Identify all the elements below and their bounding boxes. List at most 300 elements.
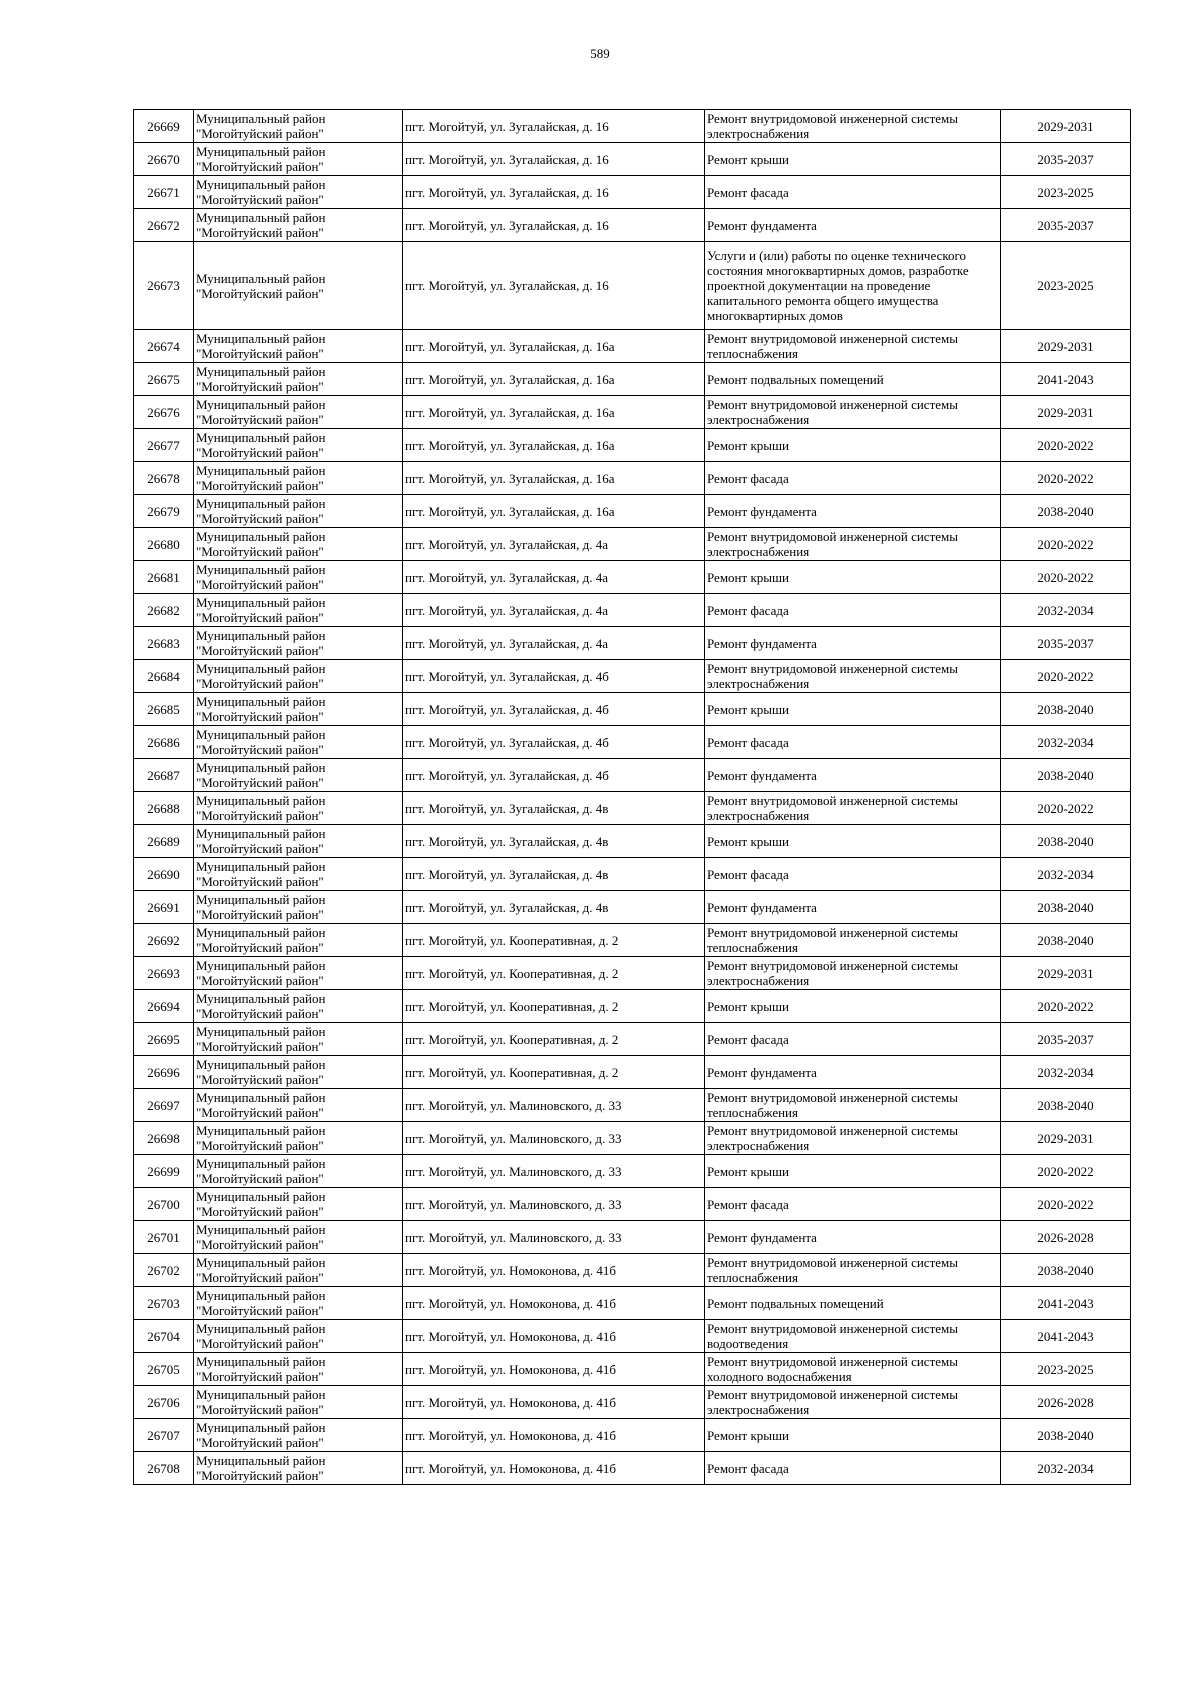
table-row <box>134 1287 1131 1320</box>
work-type-cell: Ремонт фундамента <box>705 495 1001 528</box>
row-number: 26695 <box>134 1023 194 1056</box>
period-cell: 2026-2028 <box>1001 1221 1131 1254</box>
table-row <box>134 693 1131 726</box>
period-cell: 2020-2022 <box>1001 660 1131 693</box>
period-cell: 2038-2040 <box>1001 891 1131 924</box>
municipality-type: Муниципальный район <box>196 1288 326 1303</box>
municipality-cell <box>194 825 403 858</box>
address-cell: пгт. Могойтуй, ул. Зугалайская, д. 4в <box>403 891 705 924</box>
municipality-type: Муниципальный район <box>196 859 326 874</box>
municipality-name: "Могойтуйский район" <box>196 1171 324 1186</box>
municipality-cell <box>194 1089 403 1122</box>
work-type-cell: Ремонт фасада <box>705 726 1001 759</box>
period-cell: 2029-2031 <box>1001 330 1131 363</box>
row-number: 26705 <box>134 1353 194 1386</box>
address-cell: пгт. Могойтуй, ул. Зугалайская, д. 4в <box>403 792 705 825</box>
address-cell: пгт. Могойтуй, ул. Зугалайская, д. 16 <box>403 143 705 176</box>
row-number: 26671 <box>134 176 194 209</box>
period-cell: 2032-2034 <box>1001 1452 1131 1485</box>
municipality-name: "Могойтуйский район" <box>196 1435 324 1450</box>
table-row <box>134 990 1131 1023</box>
municipality-cell <box>194 363 403 396</box>
address-cell: пгт. Могойтуй, ул. Зугалайская, д. 4а <box>403 594 705 627</box>
municipality-type: Муниципальный район <box>196 925 326 940</box>
municipality-type: Муниципальный район <box>196 1189 326 1204</box>
municipality-name: "Могойтуйский район" <box>196 1369 324 1384</box>
municipality-name: "Могойтуйский район" <box>196 1336 324 1351</box>
address-cell: пгт. Могойтуй, ул. Зугалайская, д. 16 <box>403 242 705 330</box>
table-row <box>134 429 1131 462</box>
municipality-name: "Могойтуйский район" <box>196 126 324 141</box>
municipality-name: "Могойтуйский район" <box>196 1072 324 1087</box>
work-type-cell: Ремонт крыши <box>705 693 1001 726</box>
municipality-name: "Могойтуйский район" <box>196 1270 324 1285</box>
row-number: 26670 <box>134 143 194 176</box>
municipality-type: Муниципальный район <box>196 111 326 126</box>
period-cell: 2023-2025 <box>1001 1353 1131 1386</box>
address-cell: пгт. Могойтуй, ул. Зугалайская, д. 4б <box>403 660 705 693</box>
municipality-type: Муниципальный район <box>196 694 326 709</box>
work-type-cell: Ремонт крыши <box>705 1419 1001 1452</box>
address-cell: пгт. Могойтуй, ул. Кооперативная, д. 2 <box>403 1023 705 1056</box>
table-row <box>134 1452 1131 1485</box>
address-cell: пгт. Могойтуй, ул. Номоконова, д. 41б <box>403 1386 705 1419</box>
work-type-cell: Ремонт фасада <box>705 594 1001 627</box>
table-row <box>134 110 1131 143</box>
work-type-cell: Ремонт внутридомовой инженерной системы электроснабжения <box>705 396 1001 429</box>
municipality-name: "Могойтуйский район" <box>196 1237 324 1252</box>
municipality-type: Муниципальный район <box>196 826 326 841</box>
municipality-type: Муниципальный район <box>196 661 326 676</box>
table-row <box>134 1056 1131 1089</box>
table-row <box>134 1155 1131 1188</box>
municipality-type: Муниципальный район <box>196 562 326 577</box>
work-type-cell: Ремонт фасада <box>705 462 1001 495</box>
address-cell: пгт. Могойтуй, ул. Зугалайская, д. 4в <box>403 858 705 891</box>
municipality-cell <box>194 209 403 242</box>
municipality-cell <box>194 891 403 924</box>
period-cell: 2041-2043 <box>1001 363 1131 396</box>
municipality-cell <box>194 1287 403 1320</box>
municipality-type: Муниципальный район <box>196 331 326 346</box>
table-row <box>134 209 1131 242</box>
work-type-cell: Ремонт внутридомовой инженерной системы электроснабжения <box>705 1386 1001 1419</box>
municipality-type: Муниципальный район <box>196 210 326 225</box>
municipality-type: Муниципальный район <box>196 1255 326 1270</box>
row-number: 26708 <box>134 1452 194 1485</box>
municipality-cell <box>194 726 403 759</box>
work-type-cell: Ремонт фасада <box>705 1452 1001 1485</box>
table-row <box>134 627 1131 660</box>
address-cell: пгт. Могойтуй, ул. Малиновского, д. 33 <box>403 1089 705 1122</box>
work-type-cell: Ремонт фундамента <box>705 891 1001 924</box>
municipality-name: "Могойтуйский район" <box>196 775 324 790</box>
period-cell: 2038-2040 <box>1001 759 1131 792</box>
work-type-cell: Ремонт фасада <box>705 176 1001 209</box>
period-cell: 2038-2040 <box>1001 1419 1131 1452</box>
municipality-cell <box>194 924 403 957</box>
address-cell: пгт. Могойтуй, ул. Номоконова, д. 41б <box>403 1287 705 1320</box>
municipality-type: Муниципальный район <box>196 496 326 511</box>
period-cell: 2029-2031 <box>1001 957 1131 990</box>
table-row <box>134 1353 1131 1386</box>
municipality-cell <box>194 1353 403 1386</box>
row-number: 26701 <box>134 1221 194 1254</box>
municipality-type: Муниципальный район <box>196 1420 326 1435</box>
municipality-type: Муниципальный район <box>196 892 326 907</box>
period-cell: 2038-2040 <box>1001 825 1131 858</box>
work-type-cell: Ремонт внутридомовой инженерной системы электроснабжения <box>705 792 1001 825</box>
municipality-type: Муниципальный район <box>196 1057 326 1072</box>
work-type-cell: Ремонт фасада <box>705 858 1001 891</box>
municipality-cell <box>194 330 403 363</box>
row-number: 26679 <box>134 495 194 528</box>
municipality-type: Муниципальный район <box>196 1453 326 1468</box>
municipality-name: "Могойтуйский район" <box>196 940 324 955</box>
row-number: 26689 <box>134 825 194 858</box>
table-row <box>134 759 1131 792</box>
address-cell: пгт. Могойтуй, ул. Малиновского, д. 33 <box>403 1188 705 1221</box>
row-number: 26680 <box>134 528 194 561</box>
row-number: 26681 <box>134 561 194 594</box>
work-type-cell: Ремонт внутридомовой инженерной системы электроснабжения <box>705 957 1001 990</box>
municipality-name: "Могойтуйский район" <box>196 412 324 427</box>
municipality-type: Муниципальный район <box>196 1387 326 1402</box>
table-row <box>134 858 1131 891</box>
period-cell: 2032-2034 <box>1001 594 1131 627</box>
municipality-type: Муниципальный район <box>196 144 326 159</box>
municipality-cell <box>194 462 403 495</box>
municipality-type: Муниципальный район <box>196 529 326 544</box>
table-row <box>134 1320 1131 1353</box>
address-cell: пгт. Могойтуй, ул. Зугалайская, д. 4а <box>403 528 705 561</box>
period-cell: 2032-2034 <box>1001 726 1131 759</box>
municipality-type: Муниципальный район <box>196 1222 326 1237</box>
municipality-type: Муниципальный район <box>196 760 326 775</box>
municipality-name: "Могойтуйский район" <box>196 973 324 988</box>
work-type-cell: Услуги и (или) работы по оценке технического состояния многоквартирных домов, разработке проектной документации на проведение капитального ремонта общего имущества многоквартирных домов <box>705 242 1001 330</box>
table-row <box>134 660 1131 693</box>
work-type-cell: Ремонт фундамента <box>705 1221 1001 1254</box>
municipality-name: "Могойтуйский район" <box>196 1303 324 1318</box>
municipality-type: Муниципальный район <box>196 1024 326 1039</box>
period-cell: 2026-2028 <box>1001 1386 1131 1419</box>
period-cell: 2038-2040 <box>1001 1089 1131 1122</box>
municipality-type: Муниципальный район <box>196 991 326 1006</box>
municipality-cell <box>194 1320 403 1353</box>
address-cell: пгт. Могойтуй, ул. Зугалайская, д. 16а <box>403 330 705 363</box>
table-row <box>134 726 1131 759</box>
work-type-cell: Ремонт внутридомовой инженерной системы теплоснабжения <box>705 330 1001 363</box>
municipality-cell <box>194 561 403 594</box>
period-cell: 2020-2022 <box>1001 1155 1131 1188</box>
repair-schedule-table <box>133 109 1131 1485</box>
row-number: 26704 <box>134 1320 194 1353</box>
municipality-name: "Могойтуйский район" <box>196 544 324 559</box>
work-type-cell: Ремонт внутридомовой инженерной системы теплоснабжения <box>705 1089 1001 1122</box>
work-type-cell: Ремонт крыши <box>705 143 1001 176</box>
work-type-cell: Ремонт внутридомовой инженерной системы теплоснабжения <box>705 1254 1001 1287</box>
address-cell: пгт. Могойтуй, ул. Малиновского, д. 33 <box>403 1155 705 1188</box>
work-type-cell: Ремонт внутридомовой инженерной системы электроснабжения <box>705 660 1001 693</box>
municipality-name: "Могойтуйский район" <box>196 478 324 493</box>
table-row <box>134 495 1131 528</box>
municipality-cell <box>194 693 403 726</box>
municipality-cell <box>194 1452 403 1485</box>
period-cell: 2038-2040 <box>1001 495 1131 528</box>
municipality-name: "Могойтуйский район" <box>196 1204 324 1219</box>
row-number: 26694 <box>134 990 194 1023</box>
work-type-cell: Ремонт крыши <box>705 429 1001 462</box>
row-number: 26673 <box>134 242 194 330</box>
period-cell: 2038-2040 <box>1001 693 1131 726</box>
row-number: 26691 <box>134 891 194 924</box>
municipality-cell <box>194 1056 403 1089</box>
municipality-cell <box>194 110 403 143</box>
period-cell: 2035-2037 <box>1001 143 1131 176</box>
period-cell: 2020-2022 <box>1001 561 1131 594</box>
table-body <box>134 110 1131 1485</box>
row-number: 26707 <box>134 1419 194 1452</box>
address-cell: пгт. Могойтуй, ул. Зугалайская, д. 4б <box>403 726 705 759</box>
municipality-cell <box>194 1221 403 1254</box>
period-cell: 2023-2025 <box>1001 176 1131 209</box>
row-number: 26675 <box>134 363 194 396</box>
municipality-name: "Могойтуйский район" <box>196 808 324 823</box>
row-number: 26676 <box>134 396 194 429</box>
address-cell: пгт. Могойтуй, ул. Зугалайская, д. 16а <box>403 462 705 495</box>
row-number: 26674 <box>134 330 194 363</box>
municipality-type: Муниципальный район <box>196 430 326 445</box>
row-number: 26698 <box>134 1122 194 1155</box>
municipality-name: "Могойтуйский район" <box>196 225 324 240</box>
municipality-cell <box>194 792 403 825</box>
municipality-name: "Могойтуйский район" <box>196 610 324 625</box>
row-number: 26687 <box>134 759 194 792</box>
row-number: 26697 <box>134 1089 194 1122</box>
work-type-cell: Ремонт крыши <box>705 825 1001 858</box>
address-cell: пгт. Могойтуй, ул. Номоконова, д. 41б <box>403 1353 705 1386</box>
table-row <box>134 1386 1131 1419</box>
address-cell: пгт. Могойтуй, ул. Зугалайская, д. 4а <box>403 627 705 660</box>
row-number: 26693 <box>134 957 194 990</box>
period-cell: 2020-2022 <box>1001 429 1131 462</box>
period-cell: 2020-2022 <box>1001 990 1131 1023</box>
municipality-type: Муниципальный район <box>196 727 326 742</box>
municipality-cell <box>194 1155 403 1188</box>
municipality-cell <box>194 143 403 176</box>
table-row <box>134 1122 1131 1155</box>
table-row <box>134 330 1131 363</box>
period-cell: 2020-2022 <box>1001 462 1131 495</box>
municipality-name: "Могойтуйский район" <box>196 907 324 922</box>
municipality-type: Муниципальный район <box>196 1090 326 1105</box>
period-cell: 2029-2031 <box>1001 396 1131 429</box>
table-row <box>134 1188 1131 1221</box>
address-cell: пгт. Могойтуй, ул. Кооперативная, д. 2 <box>403 957 705 990</box>
address-cell: пгт. Могойтуй, ул. Зугалайская, д. 16 <box>403 176 705 209</box>
work-type-cell: Ремонт внутридомовой инженерной системы электроснабжения <box>705 1122 1001 1155</box>
work-type-cell: Ремонт внутридомовой инженерной системы холодного водоснабжения <box>705 1353 1001 1386</box>
municipality-type: Муниципальный район <box>196 364 326 379</box>
work-type-cell: Ремонт внутридомовой инженерной системы водоотведения <box>705 1320 1001 1353</box>
municipality-cell <box>194 990 403 1023</box>
municipality-type: Муниципальный район <box>196 1321 326 1336</box>
address-cell: пгт. Могойтуй, ул. Малиновского, д. 33 <box>403 1122 705 1155</box>
municipality-name: "Могойтуйский район" <box>196 192 324 207</box>
table-row <box>134 363 1131 396</box>
row-number: 26677 <box>134 429 194 462</box>
period-cell: 2020-2022 <box>1001 792 1131 825</box>
address-cell: пгт. Могойтуй, ул. Зугалайская, д. 16 <box>403 110 705 143</box>
municipality-cell <box>194 1254 403 1287</box>
work-type-cell: Ремонт крыши <box>705 1155 1001 1188</box>
address-cell: пгт. Могойтуй, ул. Кооперативная, д. 2 <box>403 990 705 1023</box>
municipality-cell <box>194 495 403 528</box>
work-type-cell: Ремонт внутридомовой инженерной системы электроснабжения <box>705 528 1001 561</box>
work-type-cell: Ремонт фасада <box>705 1023 1001 1056</box>
address-cell: пгт. Могойтуй, ул. Зугалайская, д. 16 <box>403 209 705 242</box>
municipality-name: "Могойтуйский район" <box>196 1105 324 1120</box>
table-row <box>134 242 1131 330</box>
address-cell: пгт. Могойтуй, ул. Зугалайская, д. 16а <box>403 429 705 462</box>
work-type-cell: Ремонт крыши <box>705 561 1001 594</box>
work-type-cell: Ремонт фундамента <box>705 209 1001 242</box>
table-row <box>134 462 1131 495</box>
address-cell: пгт. Могойтуй, ул. Номоконова, д. 41б <box>403 1452 705 1485</box>
table-row <box>134 176 1131 209</box>
row-number: 26702 <box>134 1254 194 1287</box>
address-cell: пгт. Могойтуй, ул. Зугалайская, д. 16а <box>403 396 705 429</box>
row-number: 26682 <box>134 594 194 627</box>
municipality-type: Муниципальный район <box>196 463 326 478</box>
row-number: 26688 <box>134 792 194 825</box>
municipality-name: "Могойтуйский район" <box>196 159 324 174</box>
municipality-name: "Могойтуйский район" <box>196 511 324 526</box>
period-cell: 2041-2043 <box>1001 1320 1131 1353</box>
table-row <box>134 594 1131 627</box>
municipality-name: "Могойтуйский район" <box>196 379 324 394</box>
row-number: 26706 <box>134 1386 194 1419</box>
table-row <box>134 825 1131 858</box>
municipality-name: "Могойтуйский район" <box>196 874 324 889</box>
table-row <box>134 1221 1131 1254</box>
municipality-type: Муниципальный район <box>196 177 326 192</box>
municipality-type: Муниципальный район <box>196 628 326 643</box>
row-number: 26672 <box>134 209 194 242</box>
period-cell: 2035-2037 <box>1001 1023 1131 1056</box>
address-cell: пгт. Могойтуй, ул. Кооперативная, д. 2 <box>403 924 705 957</box>
municipality-name: "Могойтуйский район" <box>196 841 324 856</box>
period-cell: 2035-2037 <box>1001 209 1131 242</box>
municipality-type: Муниципальный район <box>196 1123 326 1138</box>
table-row <box>134 891 1131 924</box>
municipality-cell <box>194 396 403 429</box>
row-number: 26686 <box>134 726 194 759</box>
period-cell: 2032-2034 <box>1001 858 1131 891</box>
period-cell: 2029-2031 <box>1001 110 1131 143</box>
address-cell: пгт. Могойтуй, ул. Малиновского, д. 33 <box>403 1221 705 1254</box>
municipality-type: Муниципальный район <box>196 595 326 610</box>
municipality-name: "Могойтуйский район" <box>196 1402 324 1417</box>
period-cell: 2020-2022 <box>1001 528 1131 561</box>
table-row <box>134 1089 1131 1122</box>
municipality-cell <box>194 1386 403 1419</box>
municipality-name: "Могойтуйский район" <box>196 709 324 724</box>
table-row <box>134 924 1131 957</box>
municipality-cell <box>194 176 403 209</box>
municipality-name: "Могойтуйский район" <box>196 742 324 757</box>
table-row <box>134 1419 1131 1452</box>
municipality-cell <box>194 1122 403 1155</box>
period-cell: 2029-2031 <box>1001 1122 1131 1155</box>
row-number: 26669 <box>134 110 194 143</box>
address-cell: пгт. Могойтуй, ул. Зугалайская, д. 16а <box>403 495 705 528</box>
table-row <box>134 957 1131 990</box>
period-cell: 2038-2040 <box>1001 924 1131 957</box>
municipality-name: "Могойтуйский район" <box>196 1006 324 1021</box>
address-cell: пгт. Могойтуй, ул. Номоконова, д. 41б <box>403 1254 705 1287</box>
work-type-cell: Ремонт подвальных помещений <box>705 1287 1001 1320</box>
address-cell: пгт. Могойтуй, ул. Зугалайская, д. 4в <box>403 825 705 858</box>
municipality-name: "Могойтуйский район" <box>196 1138 324 1153</box>
work-type-cell: Ремонт внутридомовой инженерной системы электроснабжения <box>705 110 1001 143</box>
work-type-cell: Ремонт крыши <box>705 990 1001 1023</box>
address-cell: пгт. Могойтуй, ул. Зугалайская, д. 4а <box>403 561 705 594</box>
work-type-cell: Ремонт фундамента <box>705 1056 1001 1089</box>
municipality-cell <box>194 1023 403 1056</box>
municipality-cell <box>194 429 403 462</box>
municipality-name: "Могойтуйский район" <box>196 1039 324 1054</box>
page-number: 589 <box>590 46 610 61</box>
municipality-cell <box>194 1188 403 1221</box>
municipality-type: Муниципальный район <box>196 270 326 286</box>
municipality-name: "Могойтуйский район" <box>196 676 324 691</box>
address-cell: пгт. Могойтуй, ул. Зугалайская, д. 16а <box>403 363 705 396</box>
address-cell: пгт. Могойтуй, ул. Зугалайская, д. 4б <box>403 693 705 726</box>
row-number: 26703 <box>134 1287 194 1320</box>
address-cell: пгт. Могойтуй, ул. Номоконова, д. 41б <box>403 1419 705 1452</box>
municipality-type: Муниципальный район <box>196 1156 326 1171</box>
municipality-name: "Могойтуйский район" <box>196 346 324 361</box>
work-type-cell: Ремонт фундамента <box>705 759 1001 792</box>
municipality-name: "Могойтуйский район" <box>196 643 324 658</box>
row-number: 26685 <box>134 693 194 726</box>
table-row <box>134 561 1131 594</box>
municipality-cell <box>194 627 403 660</box>
municipality-type: Муниципальный район <box>196 397 326 412</box>
table-row <box>134 528 1131 561</box>
address-cell: пгт. Могойтуй, ул. Зугалайская, д. 4б <box>403 759 705 792</box>
table-row <box>134 143 1131 176</box>
period-cell: 2032-2034 <box>1001 1056 1131 1089</box>
municipality-cell <box>194 660 403 693</box>
row-number: 26678 <box>134 462 194 495</box>
municipality-name: "Могойтуйский район" <box>196 577 324 592</box>
address-cell: пгт. Могойтуй, ул. Номоконова, д. 41б <box>403 1320 705 1353</box>
municipality-name: "Могойтуйский район" <box>196 285 324 301</box>
row-number: 26696 <box>134 1056 194 1089</box>
row-number: 26692 <box>134 924 194 957</box>
row-number: 26690 <box>134 858 194 891</box>
municipality-cell <box>194 957 403 990</box>
municipality-cell <box>194 594 403 627</box>
municipality-cell <box>194 528 403 561</box>
municipality-cell <box>194 759 403 792</box>
table-row <box>134 396 1131 429</box>
municipality-name: "Могойтуйский район" <box>196 445 324 460</box>
municipality-cell <box>194 858 403 891</box>
